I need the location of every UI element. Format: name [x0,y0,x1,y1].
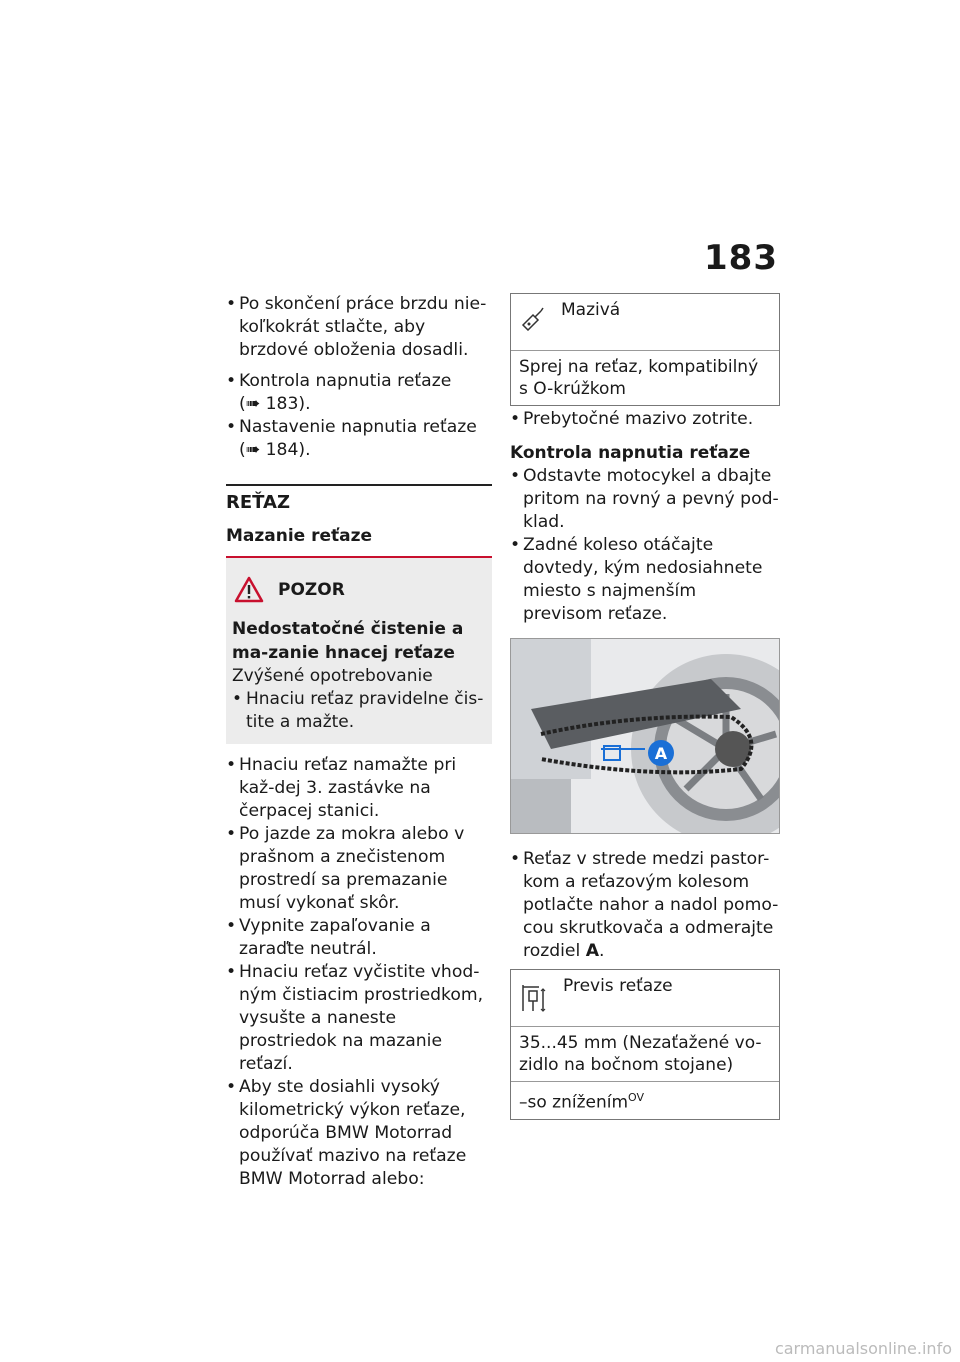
list-item: • Hnaciu reťaz vyčistite vhod-ným čistiacim prostriedkom, vysušte a naneste prostriedok na mazanie reťazí. [226,962,484,1074]
chain-sag-table-value: 35...45 mm (Nezaťažené vo-zidlo na bočnom stojane) [511,1026,779,1081]
list-item-text: Po skončení práce brzdu nie-koľkokrát stlačte, aby brzdové obloženia dosadli. [239,294,487,360]
chain-sag-table-lowered [511,1081,779,1119]
list-item: • Kontrola napnutia reťaze (➠ 183). [226,371,452,414]
figure-callout-a: A [654,744,668,763]
list-item-text: Zadné koleso otáčajte dovtedy, kým nedosiahnete miesto s najmenším previsom reťaze. [523,535,763,624]
list-item: • Prebytočné mazivo zotrite. [510,409,754,429]
right-column [510,293,780,1120]
page-reference-link[interactable]: (➠ 183). [239,394,311,414]
chain-figure [510,638,780,834]
list-item: • Nastavenie napnutia reťaze (➠ 184). [226,417,477,460]
page-reference-link[interactable]: (➠ 184). [239,440,311,460]
list-item-text: Vypnite zapaľovanie a zaraďte neutrál. [239,916,431,959]
list-item-text: Kontrola napnutia reťaze [239,371,452,391]
list-item-text: Aby ste dosiahli vysoký kilometrický výkon reťaze, odporúča BMW Motorrad používať mazivo na reťaze BMW Motorrad alebo: [239,1077,467,1189]
chain-sag-table-title: Previs reťaze [563,976,673,996]
list-item-text: Po jazde za mokra alebo v prašnom a znečistenom prostredí sa premazanie musí vykonať skôr. [239,824,465,913]
lubricant-table-value: Sprej na reťaz, kompatibilný s O-krúžkom [511,350,779,405]
list-item-text: Hnaciu reťaz vyčistite vhod-ným čistiacim prostriedkom, vysušte a naneste prostriedok na mazanie reťazí. [239,962,484,1074]
list-item: • Po skončení práce brzdu nie-koľkokrát stlačte, aby brzdové obloženia dosadli. [226,294,487,360]
chain-sag-table-header [511,970,779,1026]
list-item: • Odstavte motocykel a dbajte pritom na rovný a pevný pod-klad. [510,466,779,532]
warning-box [226,556,492,744]
warning-action-text: Hnaciu reťaz pravidelne čis-tite a mažte. [246,689,484,732]
lubricant-table-title: Mazivá [561,300,621,320]
list-item: • Aby ste dosiahli vysoký kilometrický výkon reťaze, odporúča BMW Motorrad používať mazivo na reťaze BMW Motorrad alebo: [226,1077,467,1189]
lubricant-table [510,293,780,406]
subsection-title: Mazanie reťaze [226,526,373,546]
list-item: • Zadné koleso otáčajte dovtedy, kým nedosiahnete miesto s najmenším previsom reťaze. [510,535,763,624]
figure-reference: A [585,941,600,961]
list-item-text: Nastavenie napnutia reťaze [239,417,477,437]
warning-consequence: Zvýšené opotrebovanie [232,666,433,686]
section-divider [226,484,492,486]
option-superscript: OV [628,1091,645,1104]
list-item: • Vypnite zapaľovanie a zaraďte neutrál. [226,916,431,959]
list-item: • Po jazde za mokra alebo v prašnom a znečistenom prostredí sa premazanie musí vykonať skôr. [226,824,465,913]
watermark: carmanualsonline.info [774,1339,952,1358]
list-item: • Reťaz v strede medzi pastor-kom a reťazovým kolesom potlačte nahor a nadol pomo-cou skrutkovača a odmerajte rozdiel A. [510,849,779,961]
left-column [226,293,492,1191]
section-title: REŤAZ [226,492,291,513]
warning-triangle-icon [234,576,264,603]
list-item-text: Hnaciu reťaz namažte pri kaž-dej 3. zastávke na čerpacej stanici. [239,755,457,821]
warning-label: POZOR [278,579,345,600]
list-item-text: Prebytočné mazivo zotrite. [523,409,754,429]
lowered-label: –so znížením [519,1092,629,1113]
page-number: 183 [704,238,778,278]
warning-subtitle: Nedostatočné čistenie a ma-zanie hnacej reťaze [232,619,464,663]
list-item-text: Reťaz v strede medzi pastor-kom a reťazovým kolesom potlačte nahor a nadol pomo-cou skrutkovača a odmerajte rozdiel [523,849,779,961]
list-item-text: Odstavte motocykel a dbajte pritom na rovný a pevný pod-klad. [523,466,779,532]
warning-action: • Hnaciu reťaz pravidelne čis-tite a mažte. [232,689,484,732]
subsection-title: Kontrola napnutia reťaze [510,443,751,463]
oil-can-icon [519,305,545,331]
measurement-icon [519,981,547,1015]
chain-sag-table [510,969,780,1120]
lubricant-table-header [511,294,779,350]
list-item: • Hnaciu reťaz namažte pri kaž-dej 3. zastávke na čerpacej stanici. [226,755,457,821]
